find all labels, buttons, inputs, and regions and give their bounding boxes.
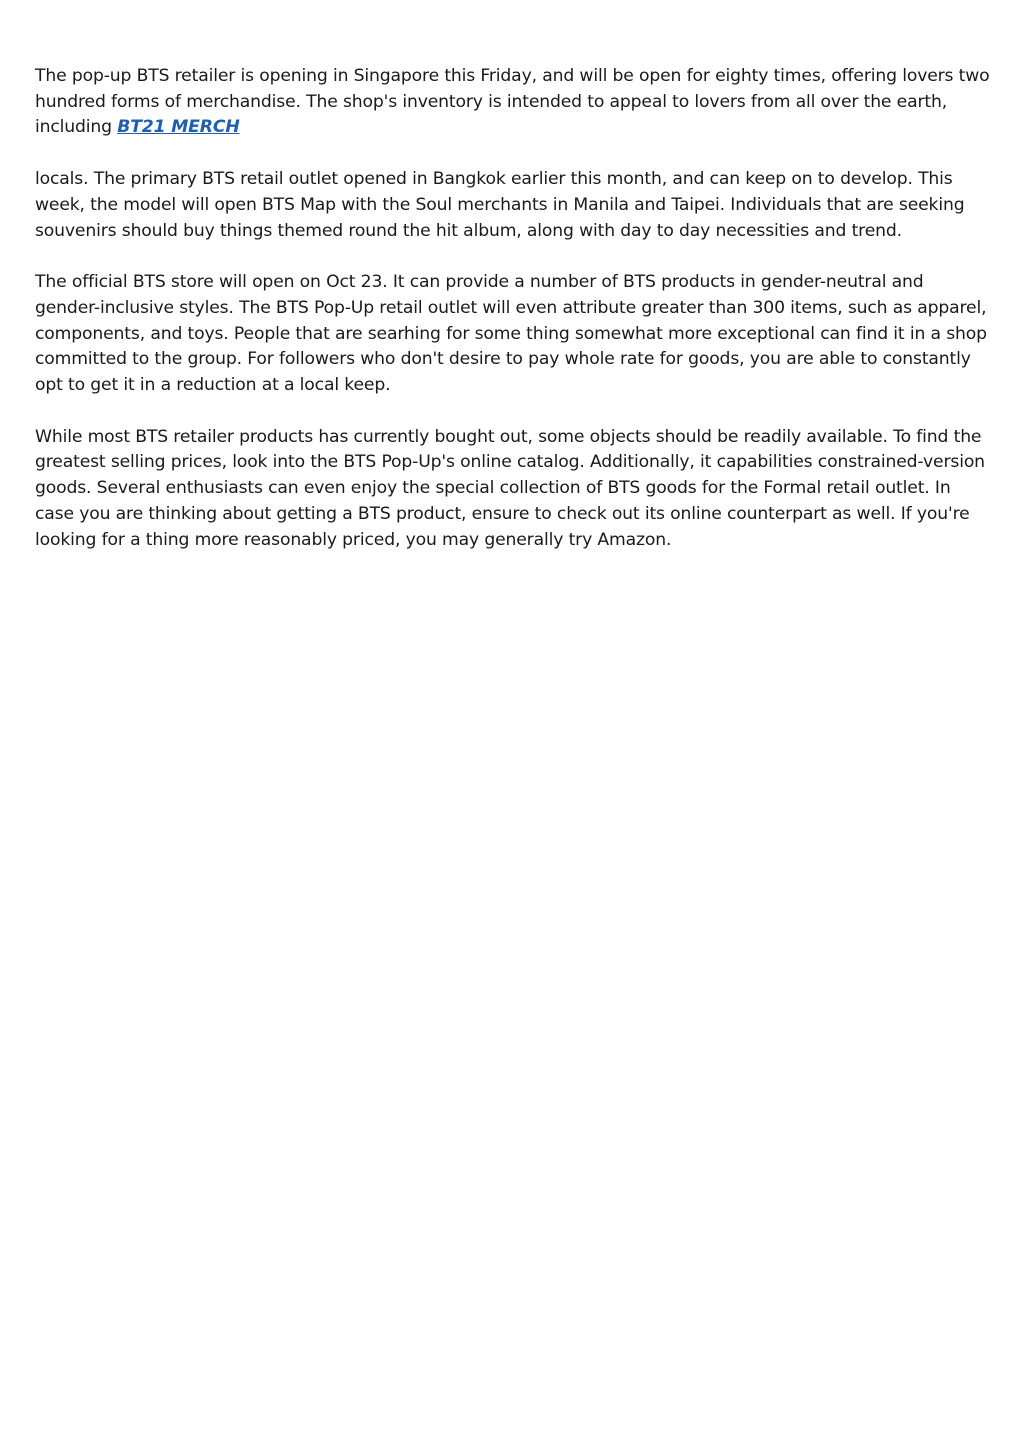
paragraph-1 xyxy=(35,64,990,141)
document-body xyxy=(35,64,990,579)
paragraph-2: locals. The primary BTS retail outlet opened in Bangkok earlier this month, and can keep on to develop. This week, the model will open BTS Map with the Soul merchants in Manila and Taipei. Individuals that are seeking souvenirs should buy things themed round the hit album, along with day to day necessities and trend. xyxy=(35,169,965,241)
paragraph-4: While most BTS retailer products has currently bought out, some objects should be readily available. To find the greatest selling prices, look into the BTS Pop-Up's online catalog. Additionally, it capabilities constrained-version goods. Several enthusiasts can even enjoy the special collection of BTS goods for the Formal retail outlet. In case you are thinking about getting a BTS product, ensure to check out its online counterpart as well. If you're looking for a thing more reasonably priced, you may generally try Amazon. xyxy=(35,426,985,550)
bt21-merch-link[interactable]: BT21 MERCH xyxy=(117,117,240,138)
paragraph-1-text: The pop-up BTS retailer is opening in Singapore this Friday, and will be open for eighty times, offering lovers two hundred forms of merchandise. The shop's inventory is intended to appeal to lovers from all over the earth, including xyxy=(35,66,990,138)
paragraph-3: The official BTS store will open on Oct 23. It can provide a number of BTS products in gender-neutral and gender-inclusive styles. The BTS Pop-Up retail outlet will even attribute greater than 300 items, such as apparel, components, and toys. People that are searhing for some thing somewhat more exceptional can find it in a shop committed to the group. For followers who don't desire to pay whole rate for goods, you are able to constantly opt to get it in a reduction at a local keep. xyxy=(35,272,987,396)
